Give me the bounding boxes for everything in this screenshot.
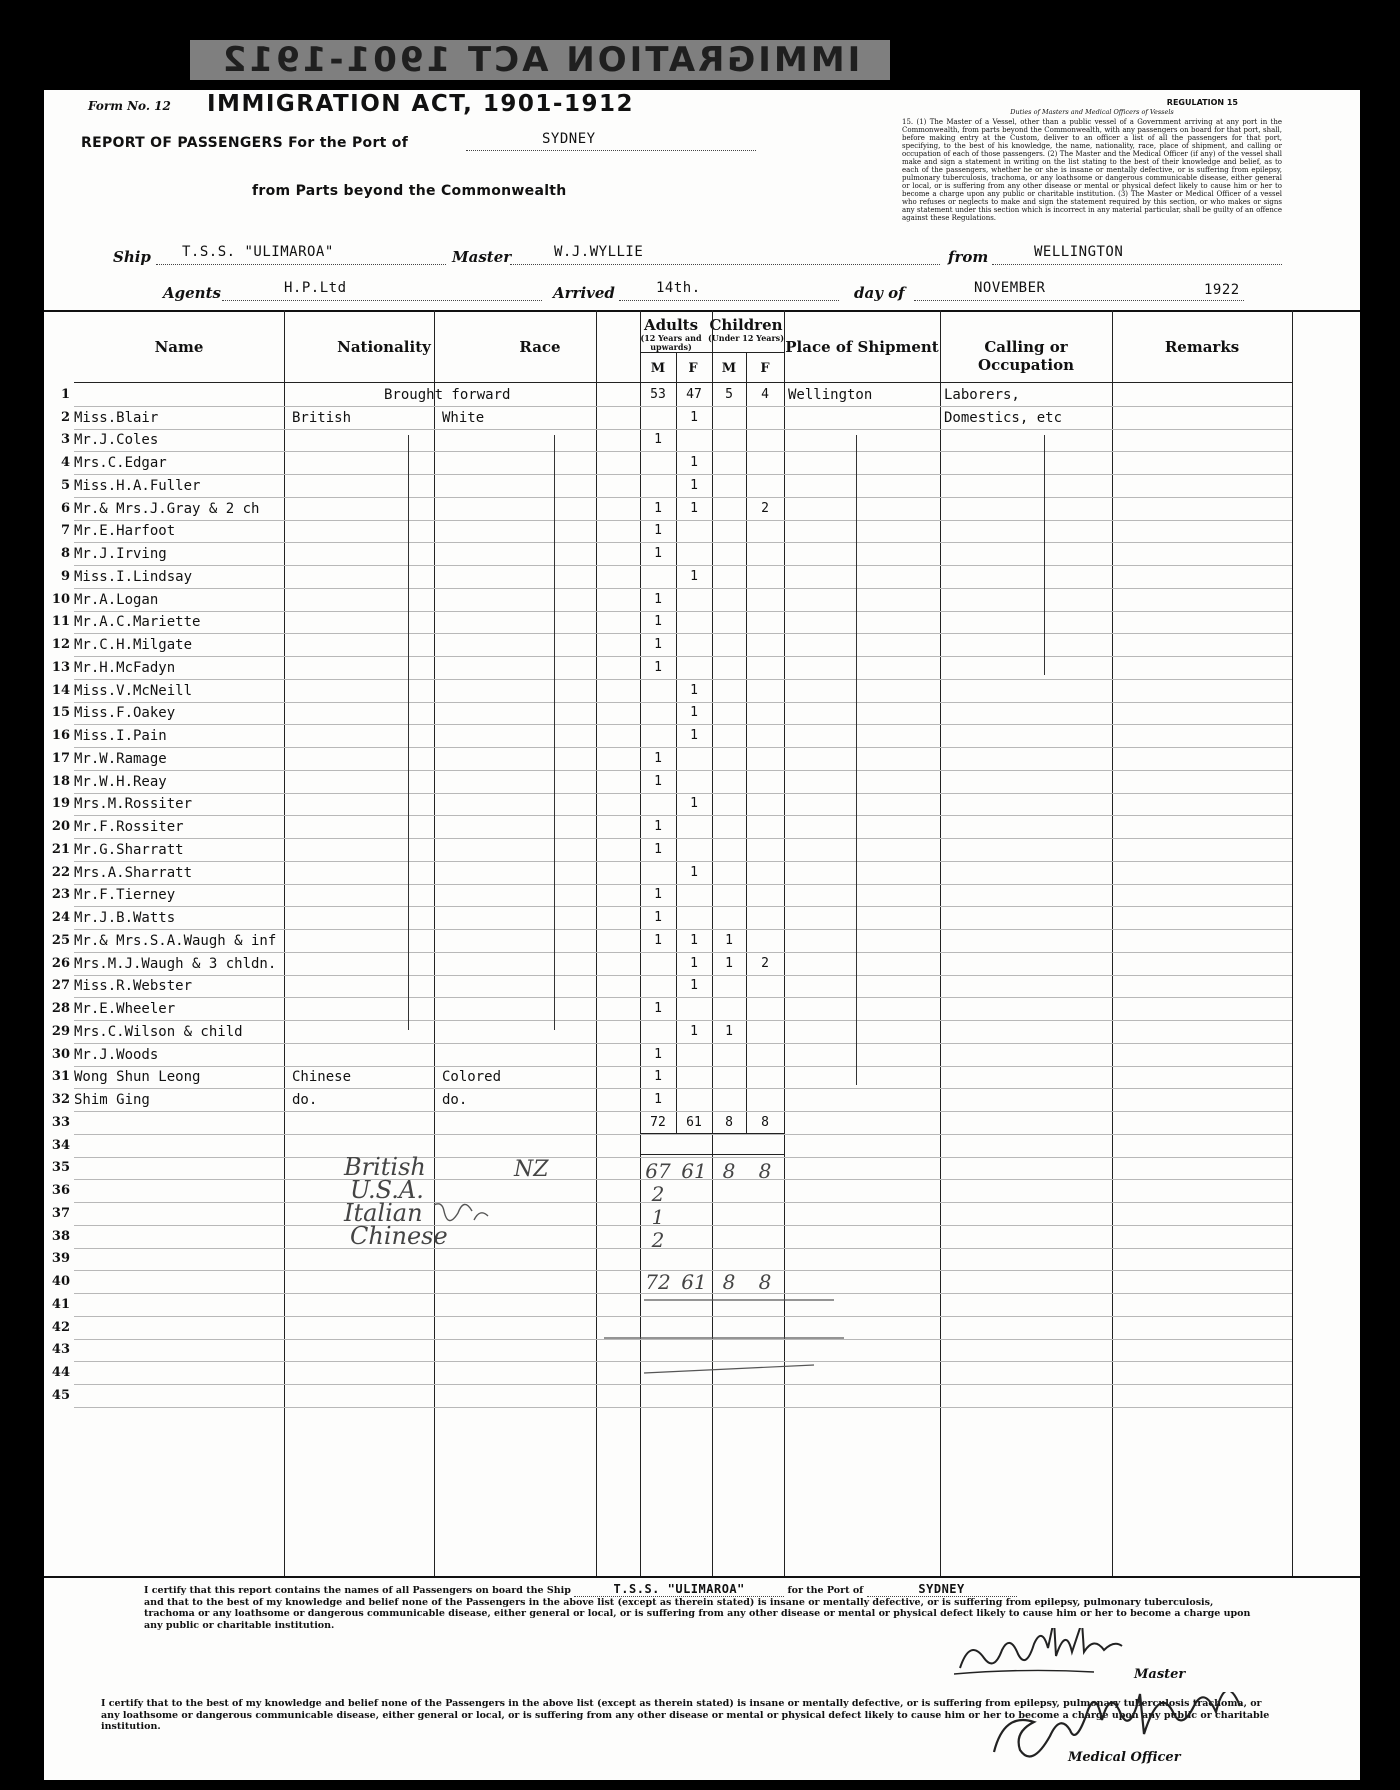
row-number: 29 [51, 1023, 70, 1039]
row-number: 42 [51, 1319, 70, 1335]
passenger-name: Miss.R.Webster [74, 978, 193, 995]
adults-male-count: 1 [654, 910, 662, 925]
col-place: Place of Shipment [785, 338, 939, 356]
adults-male-count: 1 [654, 1092, 662, 1107]
arrived-value: 14th. [656, 280, 701, 296]
adults-female-count: 1 [690, 455, 698, 470]
arrived-label: Arrived [553, 284, 615, 302]
children-male-count: 1 [725, 932, 733, 948]
place-of-shipment: Wellington [788, 386, 873, 403]
passenger-name: Mr.G.Sharratt [74, 841, 184, 858]
row-number: 43 [51, 1342, 70, 1358]
handwritten-count: 1 [651, 1205, 665, 1230]
passenger-name: Mr.E.Wheeler [74, 1001, 176, 1017]
ship-label: Ship [113, 248, 151, 266]
race-mark-stroke [434, 1204, 488, 1221]
passenger-name: Miss.I.Lindsay [74, 568, 193, 585]
col-adults-sub: (12 Years and upwards) [640, 333, 702, 352]
adults-female-count: 1 [690, 932, 698, 948]
handwritten-total: 72 [645, 1270, 671, 1295]
passenger-name: Mr.F.Rossiter [74, 819, 184, 835]
adults-male-count: 1 [654, 819, 662, 834]
handwritten-count: 2 [651, 1182, 665, 1207]
port-value: SYDNEY [542, 131, 596, 147]
row-number: 19 [51, 796, 70, 812]
row-number: 33 [51, 1114, 70, 1130]
passenger-name: Mr.C.H.Milgate [74, 637, 193, 653]
adults-male-count: 53 [650, 386, 666, 402]
handwritten-count: 61 [681, 1159, 707, 1184]
row-number: 34 [51, 1137, 70, 1153]
passenger-name: Mr.H.McFadyn [74, 659, 176, 676]
row-number: 18 [51, 773, 70, 789]
children-female-count: 4 [761, 386, 769, 402]
row-number: 17 [51, 750, 70, 766]
handwritten-count: 8 [722, 1159, 736, 1184]
row-number: 6 [60, 500, 70, 516]
master-value: W.J.WYLLIE [554, 244, 644, 260]
col-race: Race [519, 338, 561, 356]
adults-female-count: 61 [686, 1114, 702, 1130]
ship-value: T.S.S. "ULIMAROA" [182, 244, 334, 260]
row-number: 39 [51, 1251, 70, 1267]
passenger-name: Mr.J.Irving [74, 546, 167, 562]
year-value: 1922 [1204, 282, 1240, 298]
row-number: 12 [51, 637, 70, 652]
passenger-report-form [44, 90, 1360, 1780]
adults-male-count: 1 [654, 1069, 662, 1085]
row-number: 27 [51, 978, 70, 994]
col-adults-m: M [650, 361, 666, 376]
children-female-count: 2 [761, 955, 769, 971]
master-cert-for-port: for the Port of [787, 1585, 864, 1596]
passenger-name: Mr.E.Harfoot [74, 523, 176, 540]
passenger-name: Mr.A.Logan [74, 591, 159, 608]
bleed-through-header: IMMIGRATION ACT 1901-1912 [190, 40, 890, 80]
col-name: Name [154, 338, 204, 356]
passenger-race: Colored [442, 1069, 502, 1086]
passenger-name: Mr.F.Tierney [74, 887, 176, 904]
row-number: 13 [51, 659, 70, 675]
adults-female-count: 1 [690, 409, 698, 425]
row-number: 32 [51, 1092, 70, 1107]
agents-value: H.P.Ltd [284, 280, 347, 296]
col-adults: Adults [643, 316, 699, 334]
passenger-nationality: British [292, 409, 352, 426]
children-male-count: 1 [725, 1023, 733, 1039]
medical-officer-signature [974, 1692, 1294, 1780]
adults-female-count: 1 [690, 796, 698, 812]
passenger-name: Mr.& Mrs.J.Gray & 2 ch [74, 500, 260, 517]
adults-male-count: 1 [654, 841, 662, 857]
passenger-name: Mr.& Mrs.S.A.Waugh & inf [74, 932, 277, 949]
passenger-name: Wong Shun Leong [74, 1069, 201, 1086]
passenger-name: Shim Ging [74, 1092, 150, 1108]
adults-male-count: 1 [654, 773, 662, 789]
handwritten-total: 61 [681, 1270, 707, 1295]
row-number: 7 [60, 523, 70, 539]
medical-certification: I certify that to the best of my knowledge and belief none of the Passengers in the above list (except as therein stated) is insane or mentally defective, or is suffering from epilepsy, pulmonary tuberculosis trachoma, or any loathsome or dangerous communicable disease, either general or local, or is suffering from any other disease or mental or physical defect likely to cause him or her to become a charge upon any public or charitable institution. [101, 1698, 1270, 1732]
children-male-count: 5 [725, 386, 733, 402]
calling-occupation: Laborers, [944, 386, 1020, 403]
col-children: Children [709, 316, 783, 334]
col-calling: Calling or Occupation [978, 338, 1074, 374]
row-number: 10 [51, 591, 70, 607]
col-children-sub: (Under 12 Years) [708, 333, 784, 343]
handwritten-total: 8 [758, 1270, 772, 1295]
row-number: 25 [51, 932, 70, 948]
adults-male-count: 1 [654, 659, 662, 675]
row-number: 30 [51, 1046, 70, 1062]
row-number: 21 [51, 841, 70, 857]
passenger-name: Miss.F.Oakey [74, 705, 176, 722]
row-number: 38 [51, 1228, 70, 1244]
handwritten-count: 8 [758, 1159, 772, 1184]
master-cert-ship: T.S.S. "ULIMAROA" [574, 1584, 784, 1597]
row-number: 1 [60, 386, 70, 402]
adults-male-count: 1 [654, 432, 662, 448]
passenger-race: White [442, 409, 485, 426]
passenger-name: Mr.A.C.Mariette [74, 614, 201, 631]
children-male-count: 1 [725, 955, 733, 971]
brought-forward-label: Brought forward [384, 386, 511, 403]
handwritten-nationality: British [344, 1153, 426, 1182]
row-number: 31 [51, 1069, 70, 1085]
agents-label: Agents [163, 284, 221, 302]
handwritten-nationality: Italian [344, 1199, 423, 1228]
handwritten-count: 67 [645, 1159, 671, 1184]
col-children-f: F [760, 361, 770, 376]
row-number: 2 [60, 409, 70, 425]
passenger-name: Miss.Blair [74, 409, 159, 426]
adults-male-count: 1 [654, 637, 662, 652]
col-children-m: M [721, 361, 737, 376]
adults-female-count: 1 [690, 705, 698, 721]
adults-male-count: 1 [654, 1046, 662, 1062]
adults-female-count: 1 [690, 1023, 698, 1039]
passenger-name: Miss.H.A.Fuller [74, 477, 201, 494]
master-label: Master [452, 248, 512, 266]
passenger-name: Mr.W.H.Reay [74, 773, 167, 790]
row-number: 44 [51, 1365, 70, 1380]
row-number: 4 [60, 455, 70, 470]
row-number: 26 [51, 955, 70, 971]
passenger-name: Mr.J.Woods [74, 1046, 159, 1063]
row-number: 20 [51, 819, 70, 834]
medical-officer-label: Medical Officer [1068, 1750, 1181, 1765]
children-female-count: 2 [761, 500, 769, 516]
adults-male-count: 72 [650, 1114, 666, 1130]
passenger-name: Mrs.M.Rossiter [74, 796, 193, 813]
adults-female-count: 1 [690, 728, 698, 743]
handwritten-nationality: U.S.A. [350, 1176, 424, 1205]
row-number: 3 [60, 432, 70, 448]
row-number: 14 [51, 682, 70, 698]
adults-male-count: 1 [654, 887, 662, 903]
col-nationality: Nationality [337, 338, 431, 356]
adults-male-count: 1 [654, 614, 662, 630]
passenger-name: Miss.V.McNeill [74, 682, 193, 699]
row-number: 23 [51, 887, 70, 903]
row-number: 45 [51, 1387, 70, 1403]
adults-male-count: 1 [654, 1001, 662, 1016]
from-value: WELLINGTON [1034, 244, 1124, 260]
adults-female-count: 1 [690, 477, 698, 493]
children-female-count: 8 [761, 1114, 769, 1130]
passenger-name: Mr.W.Ramage [74, 750, 167, 767]
passenger-name: Mr.J.Coles [74, 432, 159, 449]
adults-female-count: 1 [690, 864, 698, 880]
form-title: IMMIGRATION ACT, 1901-1912 [207, 91, 634, 117]
row-number: 5 [60, 477, 70, 493]
passenger-name: Mrs.C.Edgar [74, 455, 167, 471]
passenger-name: Mrs.M.J.Waugh & 3 chldn. [74, 955, 277, 972]
row-number: 36 [51, 1183, 70, 1198]
row-number: 8 [60, 546, 70, 561]
passenger-name: Miss.I.Pain [74, 728, 167, 744]
adults-male-count: 1 [654, 591, 662, 607]
row-number: 15 [51, 705, 70, 721]
col-remarks: Remarks [1164, 338, 1240, 356]
handwritten-rules [44, 90, 1360, 1780]
row-number: 24 [51, 910, 70, 925]
report-line-label: REPORT OF PASSENGERS For the Port of [81, 135, 409, 151]
passenger-name: Mrs.C.Wilson & child [74, 1023, 243, 1040]
row-number: 16 [51, 728, 70, 743]
adults-female-count: 1 [690, 568, 698, 584]
adults-female-count: 1 [690, 682, 698, 698]
row-number: 40 [51, 1274, 70, 1289]
passenger-name: Mrs.A.Sharratt [74, 864, 193, 881]
row-number: 28 [51, 1001, 70, 1016]
from-label: from [948, 248, 989, 266]
master-cert-body: and that to the best of my knowledge and belief none of the Passengers in the above list (except as therein stated) is insane or mentally defective, or is suffering from epilepsy, pulmonary tuberculosis, trachoma or any loathsome or dangerous communicable disease, either general or local, or is suffering from any other disease or mental or physical defect likely to cause him or her to become a charge upon any public or charitable institution. [144, 1596, 1251, 1631]
passenger-race: do. [442, 1092, 468, 1108]
row-number: 41 [51, 1296, 70, 1312]
calling-occupation: Domestics, etc [944, 409, 1063, 426]
row-number: 22 [51, 864, 70, 880]
regulation-text: 15. (1) The Master of a Vessel, other than a public vessel of a Government arriving at any port in the Commonwealth, from parts beyond the Commonwealth, with any passengers on board for that port, shall, before making entry at the Custom, deliver to an officer a list of all the passengers for that port, specifying, to the best of his knowledge, the name, nationality, race, place of shipment, and calling or occupation of each of those passengers. (2) The Master and the Medical Officer (if any) of the vessel shall make and sign a statement in writing on the list stating to the best of their knowledge and belief, as to each of the passengers, whether he or she is insane or mentally defective, or is suffering from epilepsy, pulmonary tuberculosis, trachoma, or any loathsome or dangerous communicable disease, either general or local, or is suffering from any other disease or mental or physical defect likely to cause him or her to become a charge upon any public or charitable institution. (3) The Master or Medical Officer of a vessel who refuses or neglects to make and sign the statement required by this section, or who makes or signs any statement under this section which is incorrect in any material particular, shall be guilty of an offence against these Regulations. [902, 118, 1282, 222]
regulation-heading: REGULATION 15 [1166, 98, 1238, 107]
row-number: 9 [60, 568, 70, 584]
handwritten-total: 8 [722, 1270, 736, 1295]
master-cert-prefix: I certify that this report contains the names of all Passengers on board the Ship [144, 1585, 571, 1596]
adults-male-count: 1 [654, 932, 662, 948]
handwritten-nationality: Chinese [350, 1222, 448, 1251]
handwritten-count: 2 [651, 1228, 665, 1253]
adults-female-count: 47 [686, 386, 702, 402]
col-adults-f: F [688, 361, 698, 376]
row-number: 37 [51, 1205, 70, 1221]
master-certification [144, 1584, 1254, 1631]
form-number: Form No. 12 [88, 99, 171, 113]
master-cert-port: SYDNEY [867, 1584, 1017, 1597]
adults-male-count: 1 [654, 546, 662, 561]
adults-female-count: 1 [690, 500, 698, 516]
from-parts-label: from Parts beyond the Commonwealth [252, 183, 567, 199]
day-of-value: NOVEMBER [974, 280, 1046, 296]
row-number: 11 [51, 614, 70, 630]
regulation-subheading: Duties of Masters and Medical Officers of Vessels [1010, 108, 1174, 116]
day-of-label: day of [854, 284, 905, 302]
passenger-name: Mr.J.B.Watts [74, 910, 176, 926]
adults-male-count: 1 [654, 750, 662, 766]
adults-female-count: 1 [690, 978, 698, 994]
master-label: Master [1134, 1667, 1186, 1682]
passenger-nationality: do. [292, 1092, 318, 1108]
passenger-nationality: Chinese [292, 1069, 352, 1086]
row-number: 35 [51, 1160, 70, 1176]
adults-male-count: 1 [654, 500, 662, 516]
adults-male-count: 1 [654, 523, 662, 539]
children-male-count: 8 [725, 1114, 733, 1130]
adults-female-count: 1 [690, 955, 698, 971]
handwritten-race-mark: NZ [514, 1157, 549, 1183]
